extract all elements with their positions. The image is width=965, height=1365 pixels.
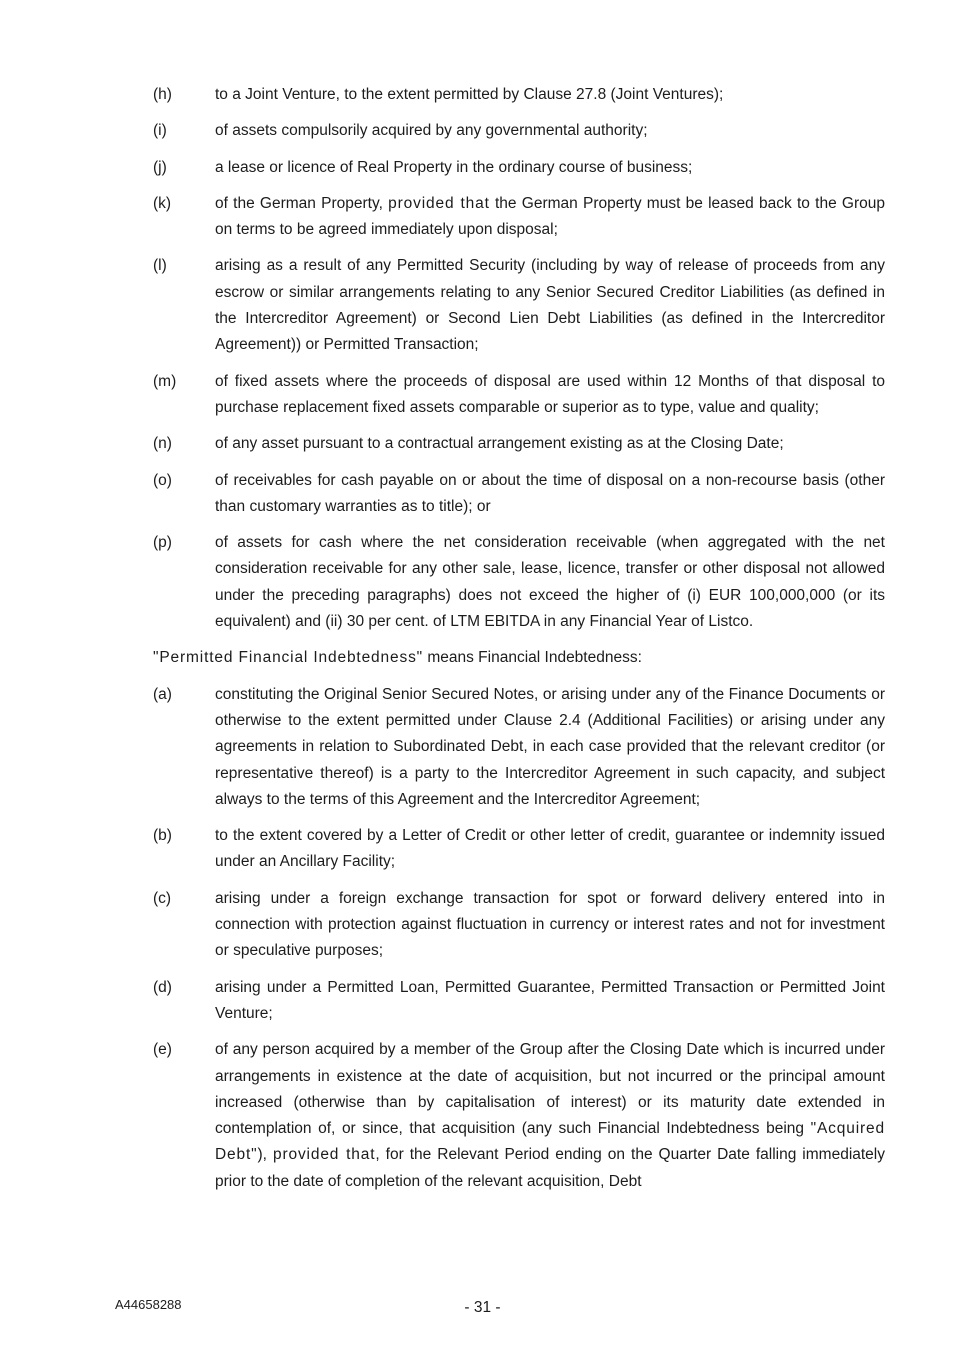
- footer-document-id: A44658288: [115, 1297, 182, 1312]
- clause-item-j: [153, 155, 885, 181]
- text-segment: of receivables for cash payable on or about the time of disposal on a non-recourse basis (other than customary warranties as to title); or: [215, 471, 885, 515]
- text-segment: of assets compulsorily acquired by any governmental authority;: [215, 122, 648, 140]
- text-segment: of any asset pursuant to a contractual arrangement existing as at the Closing Date;: [215, 435, 784, 453]
- clause-label: (k): [153, 194, 172, 212]
- text-segment: of assets for cash where the net consideration receivable (when aggregated with the net consideration receivable for any other sale, lease, licence, transfer or other disposal not allowed under the preceding paragraphs) does not exceed the higher of (i) EUR 100,000,000 (or its equivalent) and (ii) 30 per cent. of LTM EBITDA in any Financial Year of Listco.: [215, 534, 885, 631]
- clause-item-a: [153, 682, 885, 813]
- definition-lead-paragraph: [153, 645, 885, 671]
- text-segment: arising under a Permitted Loan, Permitted Guarantee, Permitted Transaction or Permitted Joint Venture;: [215, 978, 885, 1022]
- clause-text: [215, 886, 885, 965]
- clause-item-p: [153, 530, 885, 635]
- clause-label: (l): [153, 257, 167, 275]
- clause-label: (c): [153, 889, 172, 907]
- document-body: [153, 82, 885, 1205]
- footer-page-number: - 31 -: [464, 1299, 501, 1316]
- text-segment: the German Property must be leased back to the Group on terms to be agreed immediately upon disposal;: [215, 194, 885, 239]
- clause-item-d: [153, 975, 885, 1028]
- text-segment: arising under a foreign exchange transaction for spot or forward delivery entered into in connection with protection against fluctuation in currency or interest rates and not for investment or speculative purposes;: [215, 889, 885, 960]
- clause-item-n: [153, 431, 885, 457]
- clause-text: [215, 468, 885, 521]
- clause-label: (h): [153, 86, 172, 103]
- text-segment: , for the Relevant Period ending on the Quarter Date falling immediately prior to the date of completion of the relevant acquisition, Debt: [215, 1146, 886, 1190]
- text-segment: constituting the Original Senior Secured Notes, or arising under any of the Finance Documents or otherwise to the extent permitted under Clause 2.4 (Additional Facilities) or arising under any agreements in relation to Subordinated Debt, in each case provided that the relevant creditor (or representative thereof) is a party to the Intercreditor Agreement in such capacity, and subject always to the terms of this Agreement and the Intercreditor Agreement;: [215, 685, 885, 808]
- text-segment: means Financial Indebtedness:: [423, 649, 642, 667]
- text-segment: a lease or licence of Real Property in the ordinary course of business;: [215, 158, 693, 176]
- clause-label: (d): [153, 978, 172, 996]
- clause-label: (b): [153, 827, 172, 845]
- clause-label: (a): [153, 685, 172, 703]
- clause-text: [215, 155, 885, 181]
- clause-item-i: [153, 118, 885, 144]
- clause-text: [215, 191, 885, 244]
- clause-text: [215, 823, 885, 876]
- clause-label: (i): [153, 122, 167, 140]
- clause-text: [215, 369, 885, 422]
- defined-term: "Acquired Debt": [215, 1120, 885, 1164]
- clause-label: (e): [153, 1041, 172, 1059]
- clause-item-b: [153, 823, 885, 876]
- clause-label: (m): [153, 372, 177, 390]
- text-segment: to the extent covered by a Letter of Credit or other letter of credit, guarantee or indemnity issued under an Ancillary Facility;: [215, 827, 885, 871]
- clause-label: (o): [153, 471, 172, 489]
- clause-item-c: [153, 886, 885, 965]
- clause-label: (p): [153, 534, 172, 552]
- clause-item-k: [153, 191, 885, 244]
- text-segment: ),: [257, 1146, 273, 1164]
- clause-item-h: [153, 82, 885, 108]
- clause-text: [215, 118, 885, 144]
- defined-term: "Permitted Financial Indebtedness": [153, 649, 424, 667]
- clause-text: [215, 975, 885, 1028]
- clause-text: [215, 431, 885, 457]
- clause-text: [215, 1037, 885, 1195]
- clause-text: [215, 530, 885, 635]
- text-segment: of fixed assets where the proceeds of disposal are used within 12 Months of that disposal to purchase replacement fixed assets comparable or superior as to type, value and quality;: [215, 372, 885, 416]
- text-segment: to a Joint Venture, to the extent permitted by Clause 27.8 (Joint Ventures);: [215, 86, 724, 103]
- clause-text: [153, 645, 885, 671]
- clause-label: (j): [153, 158, 167, 176]
- clause-item-o: [153, 468, 885, 521]
- clause-text: [215, 82, 885, 108]
- clause-item-l: [153, 253, 885, 358]
- clause-label: (n): [153, 435, 172, 453]
- text-segment: arising as a result of any Permitted Security (including by way of release of proceeds from any escrow or similar arrangements relating to any Senior Secured Creditor Liabilities (as defined in the Intercreditor Agreement) or Second Lien Debt Liabilities (as defined in the Intercreditor Agreement)) or Permitted Transaction;: [215, 257, 885, 354]
- clause-text: [215, 253, 885, 358]
- defined-term: provided that: [272, 1146, 376, 1164]
- clause-item-e: [153, 1037, 885, 1195]
- text-segment: of the German Property,: [215, 194, 389, 212]
- clause-item-m: [153, 369, 885, 422]
- text-segment: of any person acquired by a member of the Group after the Closing Date which is incurred under arrangements in existence at the date of acquisition, but not incurred or the principal amount increased (otherwise than by capitalisation of interest) or its maturity date extended in contemplation of, or since, that acquisition (any such Financial Indebtedness being: [215, 1041, 885, 1138]
- clause-text: [215, 682, 885, 813]
- defined-term: provided that: [388, 194, 490, 212]
